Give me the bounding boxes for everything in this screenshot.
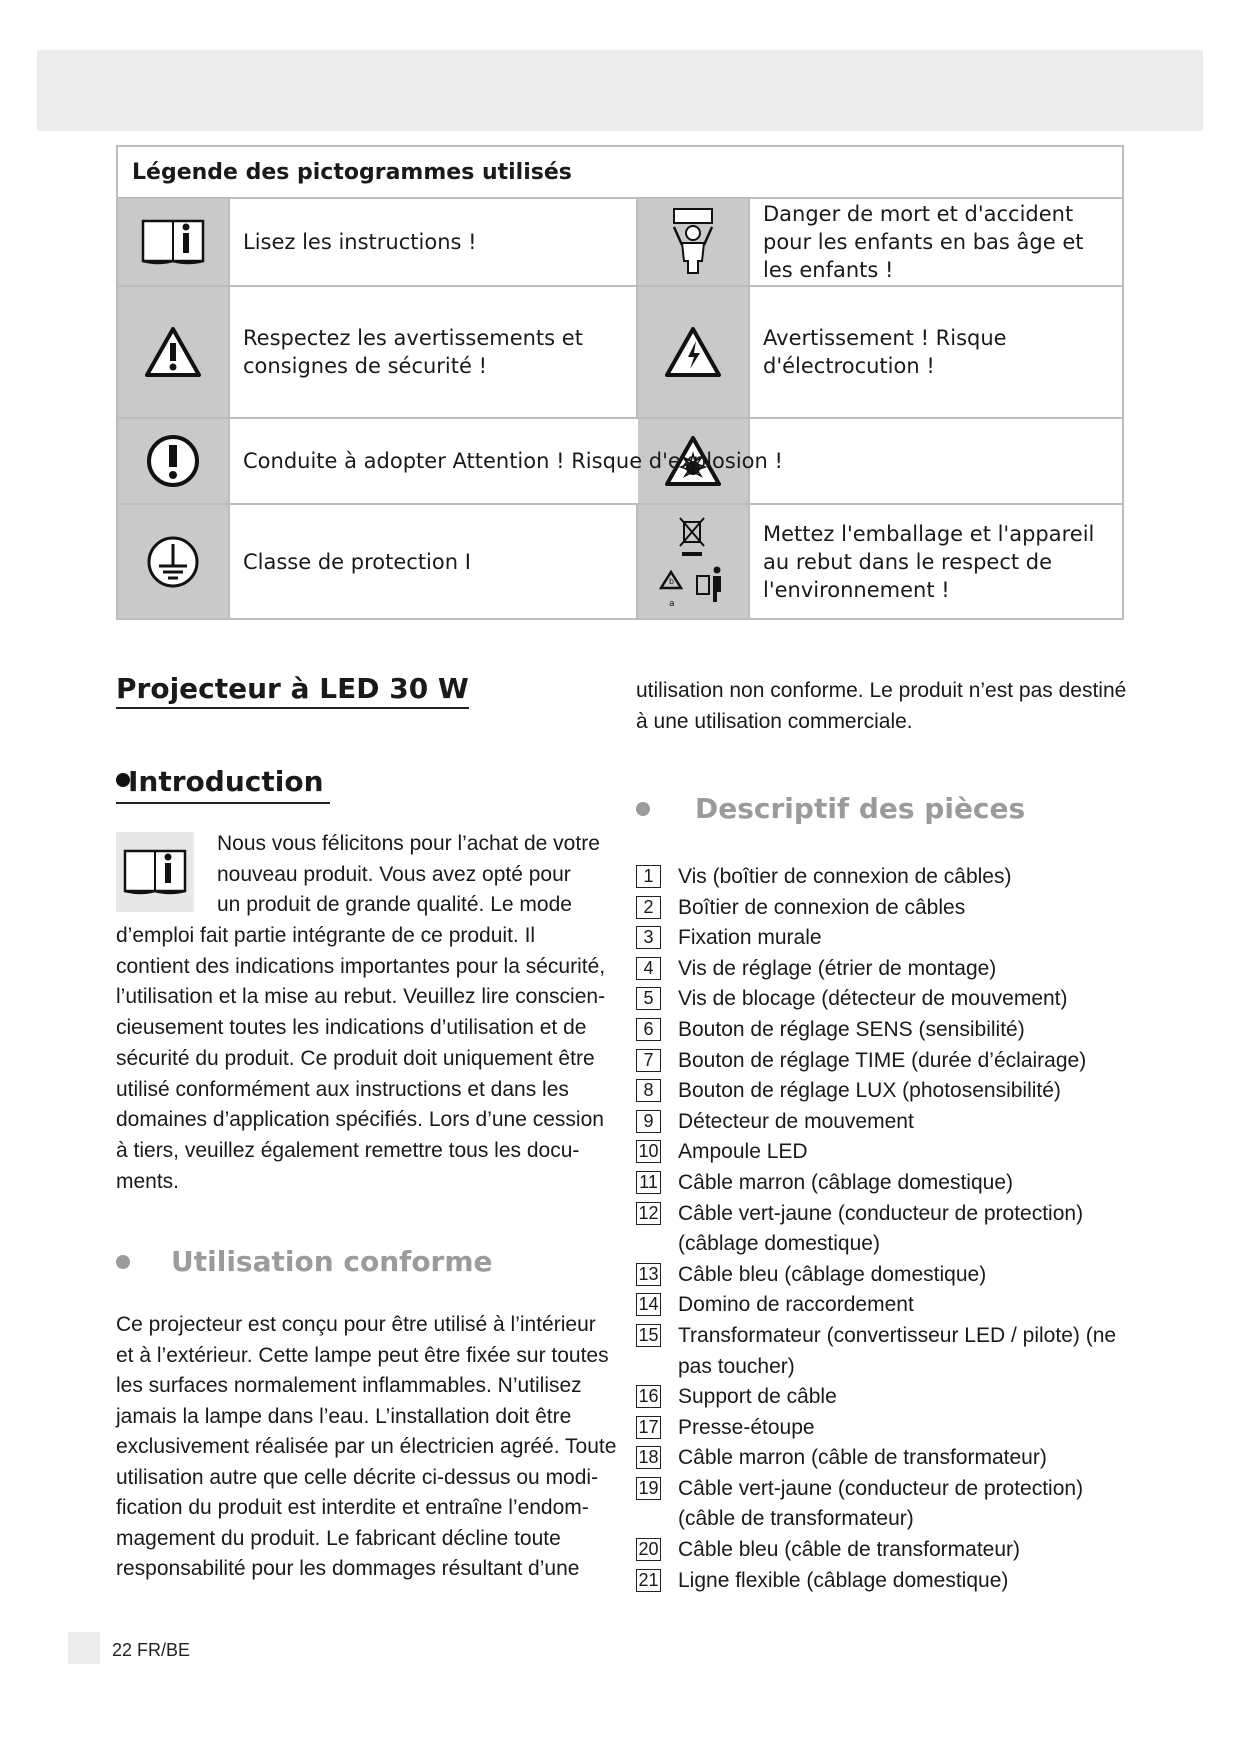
part-label-continuation: pas toucher) — [678, 1354, 795, 1378]
part-label: Câble bleu (câblage domestique) — [678, 1262, 987, 1286]
list-item — [636, 1474, 1136, 1535]
text-line: utilisation non conforme. Le produit n’est pas destiné — [636, 679, 1127, 702]
part-label: Câble marron (câblage domestique) — [678, 1170, 1014, 1194]
text-line: Ce projecteur est conçu pour être utilisé à l’intérieur — [116, 1313, 596, 1336]
part-label: Ampoule LED — [678, 1140, 808, 1164]
part-label: Ligne flexible (câblage domestique) — [678, 1568, 1009, 1592]
part-number: 21 — [636, 1569, 661, 1592]
part-label: Câble bleu (câble de transformateur) — [678, 1538, 1021, 1562]
svg-text:a: a — [669, 598, 675, 609]
electric-shock-icon — [638, 287, 748, 417]
text-line: à une utilisation commerciale. — [636, 709, 913, 733]
list-item — [636, 1015, 1136, 1046]
part-number: 14 — [636, 1293, 661, 1316]
text-line: les surfaces normalement inflammables. N’utilisez — [116, 1374, 582, 1397]
legend-text: Respectez les avertissements et consignes de sécurité ! — [243, 326, 583, 378]
list-item — [636, 1382, 1136, 1413]
part-label: Vis de blocage (détecteur de mouvement) — [678, 987, 1068, 1011]
part-number: 18 — [636, 1446, 661, 1469]
warning-triangle-icon — [118, 287, 228, 417]
text-line: magement du produit. Le fabricant décline toute — [116, 1526, 561, 1550]
part-label: Câble vert-jaune (conducteur de protection) — [678, 1201, 1084, 1225]
utilisation-heading: Utilisation conforme — [171, 1245, 493, 1278]
part-label: Bouton de réglage TIME (durée d’éclairage) — [678, 1048, 1087, 1072]
legend-row — [118, 419, 1122, 505]
list-item — [636, 1443, 1136, 1474]
part-label: Fixation murale — [678, 926, 822, 950]
legend-text: Avertissement ! Risque d'électrocution ! — [763, 326, 1007, 378]
list-item — [636, 1566, 1136, 1597]
text-line: et à l’extérieur. Cette lampe peut être fixée sur toutes — [116, 1343, 609, 1367]
list-item — [636, 1290, 1136, 1321]
list-item — [636, 1168, 1136, 1199]
introduction-text — [116, 921, 605, 1197]
text-line: fication du produit est interdite et entraîne l’endom- — [116, 1496, 589, 1519]
divider — [636, 505, 638, 618]
text-line: contient des indications importantes pour la sécurité, — [116, 954, 606, 978]
utilisation-continuation — [636, 676, 1126, 737]
part-number: 12 — [636, 1202, 661, 1225]
part-label: Domino de raccordement — [678, 1293, 914, 1317]
legend-row — [118, 287, 1122, 419]
part-number: 20 — [636, 1538, 661, 1561]
text-line: utilisé conformément aux instructions et dans les — [116, 1077, 569, 1101]
page-marker — [68, 1632, 100, 1664]
divider — [228, 199, 230, 618]
page-number: 22 — [112, 1640, 133, 1660]
divider — [636, 199, 638, 419]
part-label-continuation: (câblage domestique) — [678, 1232, 880, 1256]
part-number: 2 — [636, 896, 661, 919]
page-footer — [112, 1640, 190, 1661]
legend-text: Classe de protection I — [243, 549, 471, 574]
text-line: d’emploi fait partie intégrante de ce produit. Il — [116, 924, 536, 947]
part-number: 4 — [636, 957, 661, 980]
text-line: ments. — [116, 1169, 180, 1193]
legend-title: Légende des pictogrammes utilisés — [118, 147, 1122, 199]
text-line: domaines d’application spécifiés. Lors d’une cession — [116, 1108, 604, 1132]
list-item — [636, 1076, 1136, 1107]
part-label: Bouton de réglage LUX (photosensibilité) — [678, 1079, 1061, 1103]
text-line: nouveau produit. Vous avez opté pour — [217, 862, 571, 886]
part-label: Boîtier de connexion de câbles — [678, 895, 966, 919]
legend-text: Conduite à adopter Attention ! Risque d'explosion ! — [243, 449, 783, 473]
part-number: 17 — [636, 1416, 661, 1439]
part-number: 7 — [636, 1049, 661, 1072]
read-instructions-icon — [116, 832, 194, 912]
list-item — [636, 1321, 1136, 1382]
read-instructions-icon — [118, 199, 228, 285]
text-line: utilisation autre que celle décrite ci-dessus ou modi- — [116, 1465, 599, 1489]
legend-text: Mettez l'emballage et l'appareil au rebut dans le respect de l'environnement ! — [763, 521, 1095, 602]
list-item — [636, 984, 1136, 1015]
part-label: Détecteur de mouvement — [678, 1109, 914, 1133]
text-line: exclusivement réalisée par un électricien agréé. Toute — [116, 1435, 617, 1458]
list-item — [636, 1413, 1136, 1444]
part-number: 15 — [636, 1324, 661, 1347]
header-bar — [37, 50, 1203, 131]
part-label: Vis de réglage (étrier de montage) — [678, 956, 997, 980]
legend-text: Lisez les instructions ! — [243, 230, 477, 254]
part-label: Câble vert-jaune (conducteur de protection) — [678, 1476, 1084, 1500]
product-title: Projecteur à LED 30 W — [116, 672, 469, 709]
part-number: 6 — [636, 1018, 661, 1041]
child-danger-icon — [638, 199, 748, 285]
utilisation-text — [116, 1310, 616, 1585]
part-number: 10 — [636, 1140, 661, 1163]
part-label-continuation: (câble de transformateur) — [678, 1507, 914, 1531]
list-item — [636, 862, 1136, 893]
list-item — [636, 1199, 1136, 1260]
locale-code: FR/BE — [137, 1640, 191, 1660]
part-label: Support de câble — [678, 1385, 837, 1409]
text-line: responsabilité pour les dommages résultant d’une — [116, 1557, 580, 1580]
divider — [748, 199, 750, 618]
recycling-disposal-icon — [638, 505, 748, 618]
part-number: 1 — [636, 865, 661, 888]
part-label: Presse-étoupe — [678, 1415, 815, 1439]
part-label: Vis (boîtier de connexion de câbles) — [678, 865, 1012, 888]
list-item — [636, 893, 1136, 924]
part-number: 11 — [636, 1171, 661, 1194]
list-item — [636, 1107, 1136, 1138]
text-line: sécurité du produit. Ce produit doit uniquement être — [116, 1046, 595, 1070]
list-item — [636, 1046, 1136, 1077]
list-item — [636, 1137, 1136, 1168]
bullet-dot — [116, 1255, 130, 1269]
svg-text:b: b — [669, 576, 675, 586]
parts-list — [636, 862, 1136, 1596]
parts-heading: Descriptif des pièces — [695, 792, 1026, 825]
text-line: à tiers, veuillez également remettre tous les docu- — [116, 1138, 580, 1162]
introduction-text-indented — [217, 829, 600, 921]
list-item — [636, 954, 1136, 985]
legend-text: Danger de mort et d'accident pour les enfants en bas âge et les enfants ! — [763, 202, 1084, 282]
text-line: Nous vous félicitons pour l’achat de votre — [217, 832, 600, 855]
part-number: 16 — [636, 1385, 661, 1408]
protection-class-icon — [118, 505, 228, 618]
part-number: 8 — [636, 1079, 661, 1102]
list-item — [636, 923, 1136, 954]
text-line: jamais la lampe dans l’eau. L’installation doit être — [116, 1404, 572, 1428]
exclamation-circle-icon — [118, 419, 228, 503]
bullet-dot — [636, 802, 650, 816]
part-label: Transformateur (convertisseur LED / pilote) (ne — [678, 1323, 1117, 1347]
text-line: un produit de grande qualité. Le mode — [217, 893, 572, 917]
part-label: Bouton de réglage SENS (sensibilité) — [678, 1017, 1025, 1041]
introduction-heading — [116, 765, 330, 804]
introduction-heading-text: Introduction — [128, 765, 324, 798]
text-line: l’utilisation et la mise au rebut. Veuillez lire conscien- — [116, 985, 606, 1009]
part-label: Câble marron (câble de transformateur) — [678, 1446, 1047, 1470]
list-item — [636, 1260, 1136, 1291]
part-number: 3 — [636, 926, 661, 949]
legend-row — [118, 505, 1122, 618]
legend-row — [118, 199, 1122, 287]
list-item — [636, 1535, 1136, 1566]
part-number: 9 — [636, 1110, 661, 1133]
text-line: cieusement toutes les indications d’utilisation et de — [116, 1016, 587, 1040]
pictogram-legend-table — [116, 145, 1124, 620]
part-number: 13 — [636, 1263, 661, 1286]
part-number: 5 — [636, 987, 661, 1010]
part-number: 19 — [636, 1477, 661, 1500]
